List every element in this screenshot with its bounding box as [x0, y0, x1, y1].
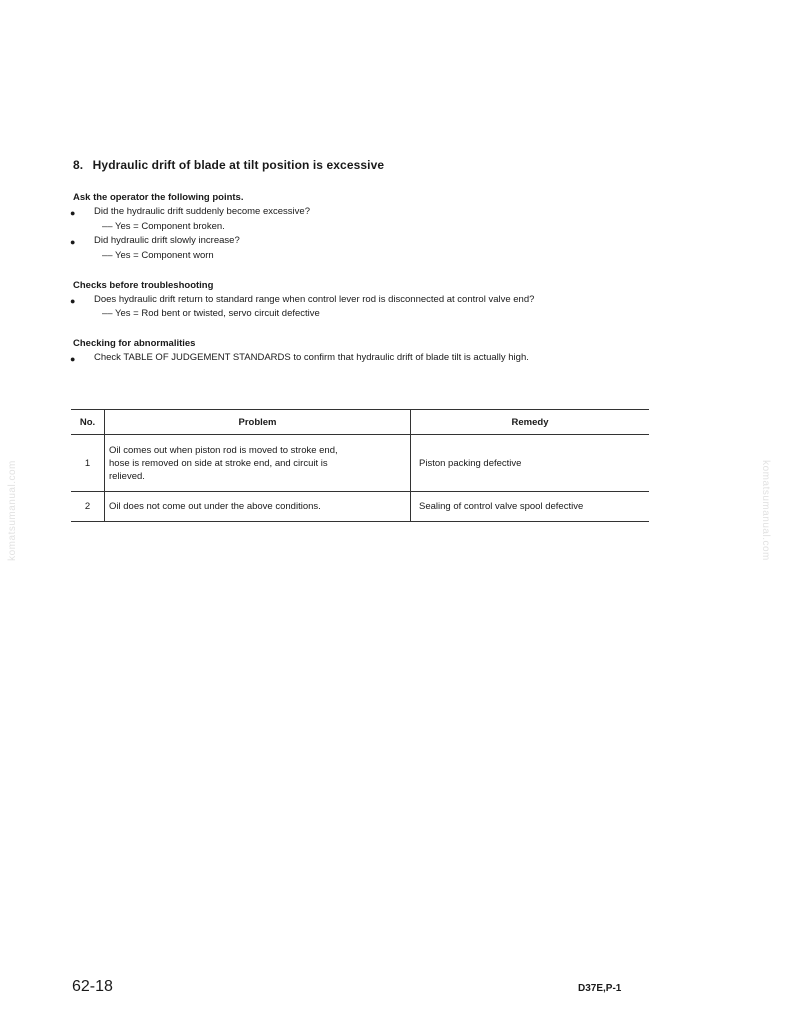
page-number: 62-18 [72, 978, 113, 995]
ask-answer-1: –– Yes = Component broken. [102, 221, 225, 232]
problem-line: Oil does not come out under the above conditions. [109, 501, 321, 512]
problem-line: relieved. [109, 470, 145, 482]
bullet-icon: ● [70, 296, 76, 306]
ask-answer-2: –– Yes = Component worn [102, 250, 214, 261]
row-remedy: Sealing of control valve spool defective [411, 492, 650, 522]
problem-line: Oil comes out when piston rod is moved to stroke end, [109, 444, 338, 456]
ask-question-1: Did the hydraulic drift suddenly become excessive? [94, 206, 310, 217]
row-remedy: Piston packing defective [411, 435, 650, 492]
abnormalities-title: Checking for abnormalities [73, 338, 196, 349]
section-number: 8. [73, 158, 84, 172]
row-number: 2 [71, 492, 105, 522]
troubleshooting-table [71, 409, 649, 522]
checks-answer-1: –– Yes = Rod bent or twisted, servo circuit defective [102, 308, 320, 319]
checks-question-1: Does hydraulic drift return to standard range when control lever rod is disconnected at control valve end? [94, 294, 535, 305]
table-row [71, 435, 649, 492]
column-header-problem: Problem [105, 410, 411, 435]
row-number: 1 [71, 435, 105, 492]
watermark-left: komatsumanual.com [6, 460, 18, 561]
bullet-icon: ● [70, 237, 76, 247]
column-header-no: No. [71, 410, 105, 435]
table-row [71, 492, 649, 522]
section-heading [73, 158, 384, 172]
ask-operator-title: Ask the operator the following points. [73, 192, 244, 203]
watermark-right: komatsumanual.com [759, 460, 771, 561]
model-code: D37E,P-1 [578, 983, 622, 994]
row-problem [105, 492, 411, 522]
section-title: Hydraulic drift of blade at tilt position is excessive [92, 158, 385, 172]
ask-question-2: Did hydraulic drift slowly increase? [94, 235, 240, 246]
checks-before-title: Checks before troubleshooting [73, 280, 214, 291]
bullet-icon: ● [70, 354, 76, 364]
abnormalities-item-1: Check TABLE OF JUDGEMENT STANDARDS to confirm that hydraulic drift of blade tilt is actually high. [94, 352, 529, 363]
column-header-remedy: Remedy [411, 410, 650, 435]
bullet-icon: ● [70, 208, 76, 218]
problem-line: hose is removed on side at stroke end, and circuit is [109, 457, 328, 469]
table-header-row [71, 410, 649, 435]
row-problem [105, 435, 411, 492]
